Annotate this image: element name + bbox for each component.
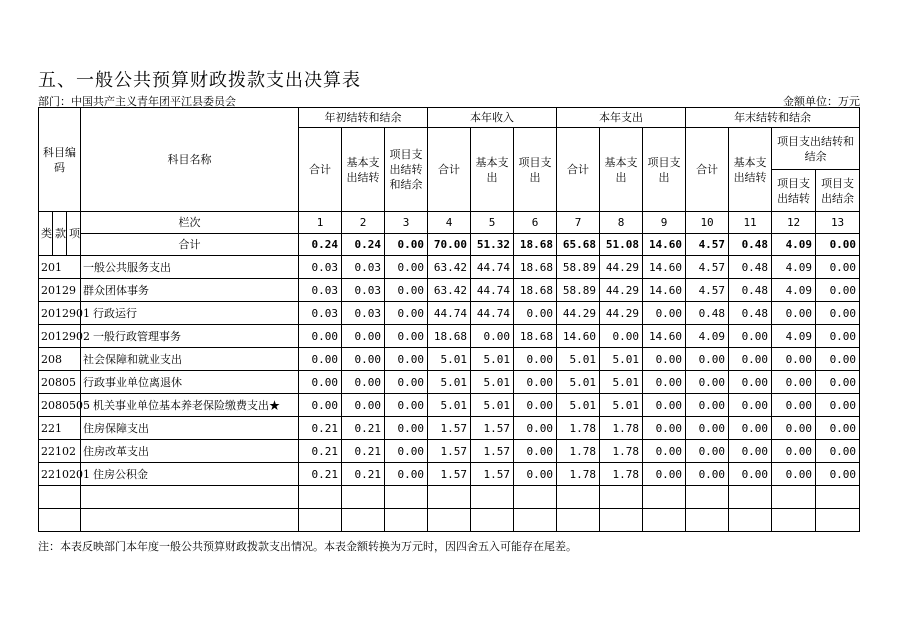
empty-cell <box>729 486 772 509</box>
cell-value: 5.01 <box>600 371 643 394</box>
empty-cell <box>772 486 816 509</box>
empty-cell <box>385 509 428 532</box>
header-subject-name: 科目名称 <box>81 108 299 212</box>
cell-value: 0.00 <box>816 302 860 325</box>
cell-value: 0.00 <box>514 394 557 417</box>
subject-name: 住房改革支出 <box>81 440 299 463</box>
header-g4-project-carry: 项目支出结转 <box>772 170 816 212</box>
subject-name: 一般行政管理事务 <box>81 325 299 348</box>
cell-value: 0.00 <box>772 371 816 394</box>
table-row <box>39 302 860 325</box>
cell-value: 5.01 <box>428 348 471 371</box>
cell-value: 0.03 <box>342 302 385 325</box>
cell-value: 5.01 <box>471 371 514 394</box>
cell-value: 0.21 <box>299 463 342 486</box>
cell-value: 0.00 <box>816 348 860 371</box>
cell-value: 44.29 <box>600 279 643 302</box>
total-value: 4.09 <box>772 234 816 256</box>
subject-name: 住房公积金 <box>81 463 299 486</box>
appropriation-expenditure-table <box>38 107 860 532</box>
cell-value: 44.74 <box>471 256 514 279</box>
empty-cell <box>299 486 342 509</box>
cell-value: 1.57 <box>428 440 471 463</box>
cell-value: 0.00 <box>643 463 686 486</box>
table-row <box>39 463 860 486</box>
subject-code: 221 <box>39 417 81 440</box>
cell-value: 0.00 <box>686 417 729 440</box>
column-number: 6 <box>514 212 557 234</box>
column-number: 8 <box>600 212 643 234</box>
header-g2-basic: 基本支出 <box>471 128 514 212</box>
cell-value: 0.00 <box>772 348 816 371</box>
department-label: 部门：中国共产主义青年团平江县委员会 <box>38 95 236 108</box>
total-value: 70.00 <box>428 234 471 256</box>
cell-value: 4.57 <box>686 256 729 279</box>
cell-value: 0.21 <box>342 417 385 440</box>
cell-value: 14.60 <box>643 279 686 302</box>
cell-value: 4.09 <box>772 325 816 348</box>
cell-value: 0.00 <box>729 417 772 440</box>
cell-value: 0.00 <box>816 417 860 440</box>
cell-value: 0.00 <box>686 463 729 486</box>
cell-value: 1.78 <box>600 440 643 463</box>
header-g4-project-group: 项目支出结转和结余 <box>772 128 860 170</box>
header-kuan: 款 <box>53 212 67 256</box>
empty-cell <box>772 509 816 532</box>
cell-value: 0.00 <box>299 348 342 371</box>
page-title: 五、一般公共预算财政拨款支出决算表 <box>38 70 361 91</box>
cell-value: 0.00 <box>816 440 860 463</box>
subject-name: 机关事业单位基本养老保险缴费支出★ <box>81 394 299 417</box>
table-row <box>39 348 860 371</box>
column-number: 7 <box>557 212 600 234</box>
total-row <box>39 234 860 256</box>
cell-value: 5.01 <box>428 394 471 417</box>
empty-cell <box>428 486 471 509</box>
empty-cell <box>643 509 686 532</box>
cell-value: 1.78 <box>557 440 600 463</box>
cell-value: 0.00 <box>342 394 385 417</box>
empty-cell <box>816 486 860 509</box>
cell-value: 0.00 <box>686 394 729 417</box>
empty-cell <box>299 509 342 532</box>
cell-value: 0.00 <box>643 302 686 325</box>
cell-value: 18.68 <box>428 325 471 348</box>
subject-name: 住房保障支出 <box>81 417 299 440</box>
subject-code: 2210201 <box>39 463 81 486</box>
empty-cell <box>514 486 557 509</box>
cell-value: 14.60 <box>557 325 600 348</box>
table-row <box>39 279 860 302</box>
cell-value: 0.21 <box>299 440 342 463</box>
cell-value: 0.00 <box>643 394 686 417</box>
cell-value: 0.00 <box>342 348 385 371</box>
subject-name: 一般公共服务支出 <box>81 256 299 279</box>
total-value: 0.48 <box>729 234 772 256</box>
empty-cell <box>686 509 729 532</box>
cell-value: 0.00 <box>686 371 729 394</box>
cell-value: 5.01 <box>557 348 600 371</box>
subject-code: 22102 <box>39 440 81 463</box>
table-row <box>39 256 860 279</box>
empty-cell <box>385 486 428 509</box>
empty-cell <box>471 509 514 532</box>
cell-value: 0.03 <box>299 302 342 325</box>
cell-value: 0.21 <box>342 440 385 463</box>
unit-label: 金额单位：万元 <box>783 95 860 108</box>
cell-value: 5.01 <box>557 371 600 394</box>
cell-value: 0.00 <box>342 371 385 394</box>
cell-value: 0.00 <box>643 440 686 463</box>
cell-value: 44.74 <box>471 279 514 302</box>
cell-value: 0.00 <box>385 348 428 371</box>
cell-value: 0.00 <box>772 417 816 440</box>
header-g2-total: 合计 <box>428 128 471 212</box>
empty-cell <box>471 486 514 509</box>
cell-value: 0.00 <box>299 325 342 348</box>
table-row <box>39 509 860 532</box>
cell-value: 44.29 <box>600 256 643 279</box>
empty-cell <box>686 486 729 509</box>
header-lei: 类 <box>39 212 53 256</box>
empty-cell <box>342 486 385 509</box>
total-value: 4.57 <box>686 234 729 256</box>
cell-value: 0.21 <box>342 463 385 486</box>
total-value: 65.68 <box>557 234 600 256</box>
cell-value: 0.00 <box>299 371 342 394</box>
cell-value: 5.01 <box>557 394 600 417</box>
cell-value: 58.89 <box>557 279 600 302</box>
column-number: 4 <box>428 212 471 234</box>
column-number: 13 <box>816 212 860 234</box>
cell-value: 0.48 <box>729 256 772 279</box>
cell-value: 14.60 <box>643 256 686 279</box>
cell-value: 1.57 <box>471 463 514 486</box>
cell-value: 0.00 <box>342 325 385 348</box>
cell-value: 0.00 <box>643 371 686 394</box>
cell-value: 0.00 <box>772 302 816 325</box>
subject-code: 20129 <box>39 279 81 302</box>
cell-value: 0.48 <box>686 302 729 325</box>
empty-cell <box>557 509 600 532</box>
cell-value: 4.09 <box>772 256 816 279</box>
empty-cell <box>557 486 600 509</box>
cell-value: 0.48 <box>729 279 772 302</box>
cell-value: 0.00 <box>816 279 860 302</box>
cell-value: 1.78 <box>557 417 600 440</box>
cell-value: 0.03 <box>299 256 342 279</box>
cell-value: 1.78 <box>557 463 600 486</box>
cell-value: 0.00 <box>772 463 816 486</box>
cell-value: 0.00 <box>816 371 860 394</box>
cell-value: 1.57 <box>428 463 471 486</box>
header-g3-project: 项目支出 <box>643 128 686 212</box>
cell-value: 0.00 <box>385 279 428 302</box>
cell-value: 5.01 <box>471 394 514 417</box>
header-g3-total: 合计 <box>557 128 600 212</box>
cell-value: 18.68 <box>514 325 557 348</box>
subject-code <box>39 509 81 532</box>
header-current-expense: 本年支出 <box>557 108 686 128</box>
table-row <box>39 417 860 440</box>
cell-value: 18.68 <box>514 279 557 302</box>
header-lanci: 栏次 <box>81 212 299 234</box>
cell-value: 0.00 <box>514 348 557 371</box>
column-number: 9 <box>643 212 686 234</box>
cell-value: 0.21 <box>299 417 342 440</box>
cell-value: 0.00 <box>385 394 428 417</box>
cell-value: 0.03 <box>342 279 385 302</box>
column-number: 1 <box>299 212 342 234</box>
total-value: 14.60 <box>643 234 686 256</box>
column-number: 2 <box>342 212 385 234</box>
empty-cell <box>600 509 643 532</box>
cell-value: 4.57 <box>686 279 729 302</box>
cell-value: 0.00 <box>385 302 428 325</box>
cell-value: 0.00 <box>514 417 557 440</box>
cell-value: 0.00 <box>686 348 729 371</box>
cell-value: 63.42 <box>428 256 471 279</box>
column-number: 3 <box>385 212 428 234</box>
cell-value: 63.42 <box>428 279 471 302</box>
header-current-income: 本年收入 <box>428 108 557 128</box>
cell-value: 0.00 <box>514 463 557 486</box>
cell-value: 0.00 <box>729 348 772 371</box>
total-value: 18.68 <box>514 234 557 256</box>
subject-code: 208 <box>39 348 81 371</box>
table-row <box>39 325 860 348</box>
empty-cell <box>428 509 471 532</box>
subject-name: 社会保障和就业支出 <box>81 348 299 371</box>
cell-value: 0.00 <box>514 302 557 325</box>
header-closing-balance: 年末结转和结余 <box>686 108 860 128</box>
column-number: 12 <box>772 212 816 234</box>
empty-cell <box>600 486 643 509</box>
cell-value: 0.03 <box>299 279 342 302</box>
table-row <box>39 486 860 509</box>
header-g3-basic: 基本支出 <box>600 128 643 212</box>
cell-value: 5.01 <box>600 394 643 417</box>
cell-value: 0.00 <box>385 417 428 440</box>
cell-value: 0.00 <box>643 348 686 371</box>
cell-value: 0.00 <box>385 371 428 394</box>
header-g1-total: 合计 <box>299 128 342 212</box>
subject-code <box>39 486 81 509</box>
cell-value: 0.00 <box>385 463 428 486</box>
column-number: 11 <box>729 212 772 234</box>
header-g4-project-surplus: 项目支出结余 <box>816 170 860 212</box>
column-number-row <box>39 212 860 234</box>
table-row <box>39 371 860 394</box>
table-row <box>39 440 860 463</box>
cell-value: 1.78 <box>600 417 643 440</box>
cell-value: 0.00 <box>772 440 816 463</box>
cell-value: 0.00 <box>816 394 860 417</box>
subject-name <box>81 509 299 532</box>
cell-value: 0.00 <box>385 325 428 348</box>
cell-value: 0.00 <box>816 463 860 486</box>
total-label: 合计 <box>81 234 299 256</box>
cell-value: 0.00 <box>686 440 729 463</box>
cell-value: 0.00 <box>772 394 816 417</box>
empty-cell <box>643 486 686 509</box>
cell-value: 0.00 <box>471 325 514 348</box>
header-subject-code: 科目编码 <box>39 108 81 212</box>
cell-value: 0.00 <box>514 440 557 463</box>
total-value: 0.00 <box>816 234 860 256</box>
subject-name: 群众团体事务 <box>81 279 299 302</box>
header-g2-project: 项目支出 <box>514 128 557 212</box>
cell-value: 4.09 <box>686 325 729 348</box>
header-g4-total: 合计 <box>686 128 729 212</box>
header-opening-balance: 年初结转和结余 <box>299 108 428 128</box>
cell-value: 58.89 <box>557 256 600 279</box>
cell-value: 0.03 <box>342 256 385 279</box>
cell-value: 1.57 <box>471 417 514 440</box>
cell-value: 0.00 <box>729 440 772 463</box>
empty-cell <box>514 509 557 532</box>
total-value: 51.08 <box>600 234 643 256</box>
cell-value: 0.48 <box>729 302 772 325</box>
column-number: 10 <box>686 212 729 234</box>
table-row <box>39 394 860 417</box>
subject-code: 2012901 <box>39 302 81 325</box>
cell-value: 4.09 <box>772 279 816 302</box>
cell-value: 0.00 <box>816 256 860 279</box>
total-value: 0.00 <box>385 234 428 256</box>
header-g4-basic: 基本支出结转 <box>729 128 772 212</box>
empty-cell <box>729 509 772 532</box>
subject-name: 行政事业单位离退休 <box>81 371 299 394</box>
cell-value: 14.60 <box>643 325 686 348</box>
cell-value: 44.74 <box>428 302 471 325</box>
subject-code: 2080505 <box>39 394 81 417</box>
subject-code: 20805 <box>39 371 81 394</box>
cell-value: 0.00 <box>385 440 428 463</box>
empty-cell <box>342 509 385 532</box>
empty-cell <box>816 509 860 532</box>
cell-value: 44.29 <box>600 302 643 325</box>
cell-value: 5.01 <box>471 348 514 371</box>
cell-value: 0.00 <box>816 325 860 348</box>
subject-name: 行政运行 <box>81 302 299 325</box>
cell-value: 0.00 <box>514 371 557 394</box>
cell-value: 44.74 <box>471 302 514 325</box>
cell-value: 0.00 <box>299 394 342 417</box>
subject-name <box>81 486 299 509</box>
cell-value: 0.00 <box>729 371 772 394</box>
cell-value: 0.00 <box>643 417 686 440</box>
cell-value: 0.00 <box>385 256 428 279</box>
cell-value: 0.00 <box>600 325 643 348</box>
cell-value: 0.00 <box>729 325 772 348</box>
header-xiang: 项 <box>67 212 81 256</box>
cell-value: 1.57 <box>428 417 471 440</box>
total-value: 0.24 <box>342 234 385 256</box>
subject-code: 2012902 <box>39 325 81 348</box>
total-value: 0.24 <box>299 234 342 256</box>
cell-value: 5.01 <box>600 348 643 371</box>
total-value: 51.32 <box>471 234 514 256</box>
header-g1-project: 项目支出结转和结余 <box>385 128 428 212</box>
subject-code: 201 <box>39 256 81 279</box>
cell-value: 44.29 <box>557 302 600 325</box>
cell-value: 0.00 <box>729 463 772 486</box>
header-g1-basic: 基本支出结转 <box>342 128 385 212</box>
cell-value: 0.00 <box>729 394 772 417</box>
cell-value: 5.01 <box>428 371 471 394</box>
cell-value: 18.68 <box>514 256 557 279</box>
column-number: 5 <box>471 212 514 234</box>
footnote: 注：本表反映部门本年度一般公共预算财政拨款支出情况。本表金额转换为万元时，因四舍五入可能存在尾差。 <box>38 540 577 553</box>
cell-value: 1.78 <box>600 463 643 486</box>
cell-value: 1.57 <box>471 440 514 463</box>
